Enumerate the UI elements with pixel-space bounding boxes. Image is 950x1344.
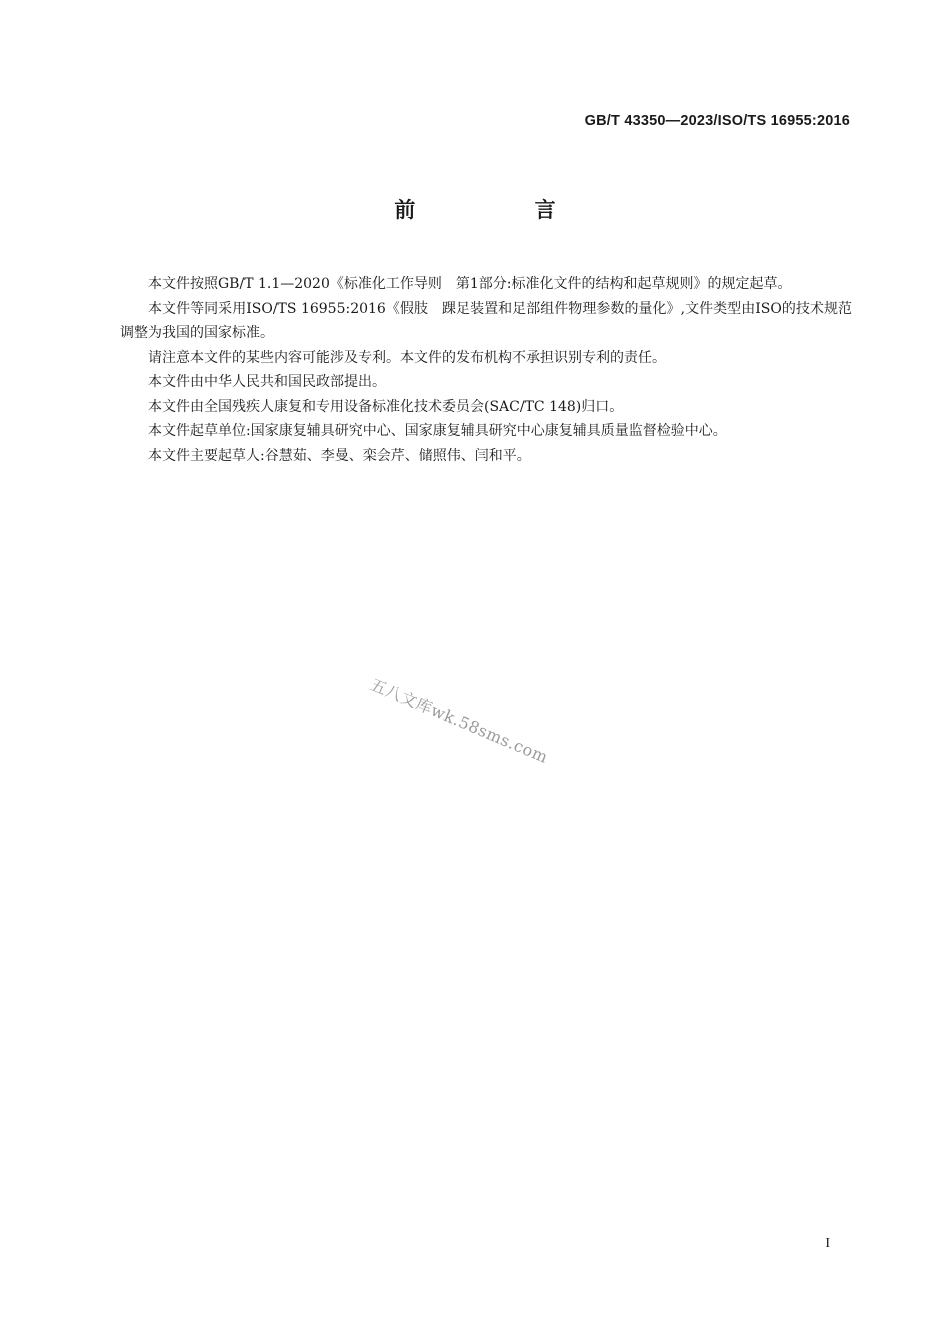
paragraph-drafting-rules: 本文件按照GB/T 1.1—2020《标准化工作导则 第1部分:标准化文件的结构和起草规则》的规定起草。 bbox=[148, 276, 792, 292]
standard-code-header: GB/T 43350—2023/ISO/TS 16955:2016 bbox=[584, 113, 850, 129]
paragraph-adoption: 本文件等同采用ISO/TS 16955:2016《假肢 踝足装置和足部组件物理参数的量化》,文件类型由ISO的技术规范调整为我国的国家标准。 bbox=[120, 300, 852, 341]
paragraph-proposer: 本文件由中华人民共和国民政部提出。 bbox=[148, 374, 386, 390]
page-number: I bbox=[825, 1236, 830, 1251]
paragraph-drafting-units: 本文件起草单位:国家康复辅具研究中心、国家康复辅具研究中心康复辅具质量监督检验中心。 bbox=[148, 423, 727, 439]
foreword-body bbox=[120, 272, 852, 468]
paragraph-committee: 本文件由全国残疾人康复和专用设备标准化技术委员会(SAC/TC 148)归口。 bbox=[148, 398, 624, 415]
paragraph-drafters: 本文件主要起草人:谷慧茹、李曼、栾会芹、储照伟、闫和平。 bbox=[148, 447, 531, 464]
page-title: 前 言 bbox=[394, 198, 612, 222]
watermark: 五八文库wk.58sms.com bbox=[367, 674, 551, 767]
paragraph-patent-notice: 请注意本文件的某些内容可能涉及专利。本文件的发布机构不承担识别专利的责任。 bbox=[148, 349, 666, 366]
